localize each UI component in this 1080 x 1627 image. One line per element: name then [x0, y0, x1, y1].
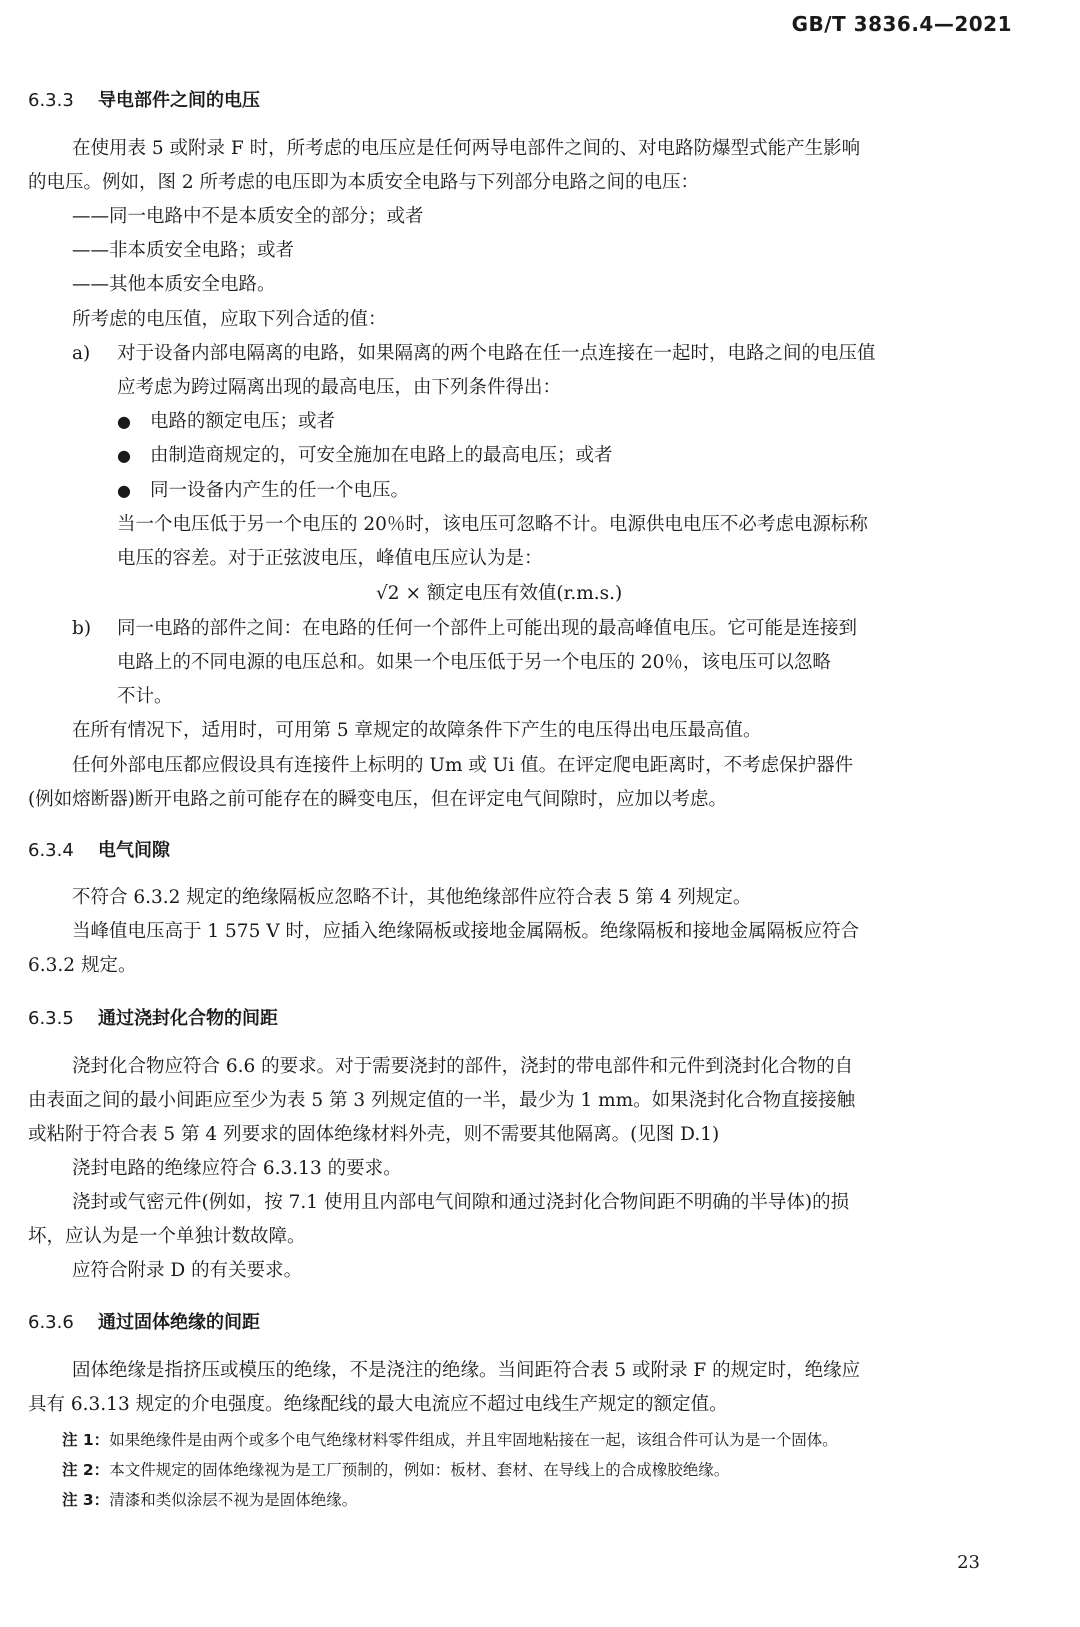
section-title: 导电部件之间的电压: [98, 90, 260, 111]
paragraph-line: 应符合附录 D 的有关要求。: [72, 1260, 303, 1281]
paragraph-line: 固体绝缘是指挤压或模压的绝缘，不是浇注的绝缘。当间距符合表 5 或附录 F 的规定时，绝缘应: [72, 1360, 861, 1381]
note-2: [62, 1456, 729, 1484]
paragraph-line: 所考虑的电压值，应取下列合适的值：: [72, 309, 387, 330]
paragraph-line: 不符合 6.3.2 规定的绝缘隔板应忽略不计，其他绝缘部件应符合表 5 第 4 列规定。: [72, 887, 752, 908]
section-number: 6.3.6: [28, 1312, 74, 1333]
paragraph-line: 由表面之间的最小间距应至少为表 5 第 3 列规定值的一半，最少为 1 mm。如果浇封化合物直接接触: [28, 1090, 856, 1111]
section-heading-6-3-6: [28, 1308, 260, 1334]
paragraph-line: (例如熔断器)断开电路之前可能存在的瞬变电压，但在评定电气间隙时，应加以考虑。: [28, 789, 727, 810]
note-label: 注 3：: [62, 1491, 110, 1509]
dash-item: ——非本质安全电路；或者: [72, 240, 295, 261]
dash-item: ——其他本质安全电路。: [72, 274, 276, 295]
section-heading-6-3-3: [28, 86, 260, 112]
paragraph-line: 坏，应认为是一个单独计数故障。: [28, 1226, 306, 1247]
note-3: [62, 1486, 357, 1514]
dash-item: ——同一电路中不是本质安全的部分；或者: [72, 206, 424, 227]
bullet-item: 由制造商规定的，可安全施加在电路上的最高电压；或者: [150, 445, 613, 466]
page-number: 23: [957, 1552, 980, 1573]
section-number: 6.3.3: [28, 90, 74, 111]
list-item-text: 不计。: [117, 686, 173, 707]
bullet-icon: ●: [117, 412, 131, 431]
section-title: 电气间隙: [98, 840, 170, 861]
list-item-text: 应考虑为跨过隔离出现的最高电压，由下列条件得出：: [117, 377, 562, 398]
section-title: 通过固体绝缘的间距: [98, 1312, 260, 1333]
bullet-icon: ●: [117, 446, 131, 465]
section-title: 通过浇封化合物的间距: [98, 1008, 278, 1029]
paragraph-line: 在所有情况下，适用时，可用第 5 章规定的故障条件下产生的电压得出电压最高值。: [72, 720, 762, 741]
bullet-item: 同一设备内产生的任一个电压。: [150, 480, 410, 501]
paragraph-line: 浇封化合物应符合 6.6 的要求。对于需要浇封的部件，浇封的带电部件和元件到浇封化合物的自: [72, 1056, 854, 1077]
section-heading-6-3-5: [28, 1004, 278, 1030]
paragraph-line: 浇封或气密元件(例如，按 7.1 使用且内部电气间隙和通过浇封化合物间距不明确的半导体)的损: [72, 1192, 850, 1213]
section-number: 6.3.4: [28, 840, 74, 861]
note-text: 如果绝缘件是由两个或多个电气绝缘材料零件组成，并且牢固地粘接在一起，该组合件可认为是一个固体。: [109, 1431, 838, 1449]
note-label: 注 2：: [62, 1461, 110, 1479]
paragraph-line: 或粘附于符合表 5 第 4 列要求的固体绝缘材料外壳，则不需要其他隔离。(见图 D.1): [28, 1124, 720, 1145]
section-number: 6.3.5: [28, 1008, 74, 1029]
bullet-item: 电路的额定电压；或者: [150, 411, 336, 432]
note-text: 清漆和类似涂层不视为是固体绝缘。: [109, 1491, 358, 1509]
paragraph-line: 在使用表 5 或附录 F 时，所考虑的电压应是任何两导电部件之间的、对电路防爆型式能产生影响: [72, 138, 861, 159]
list-label-a: a): [72, 343, 91, 364]
list-item-text: 电压的容差。对于正弦波电压，峰值电压应认为是：: [117, 548, 543, 569]
standard-number: GB/T 3836.4—2021: [791, 12, 1012, 36]
list-item-text: 对于设备内部电隔离的电路，如果隔离的两个电路在任一点连接在一起时，电路之间的电压值: [117, 343, 876, 364]
list-item-text: 同一电路的部件之间：在电路的任何一个部件上可能出现的最高峰值电压。它可能是连接到: [117, 618, 858, 639]
list-label-b: b): [72, 618, 92, 639]
note-label: 注 1：: [62, 1431, 110, 1449]
paragraph-line: 的电压。例如，图 2 所考虑的电压即为本质安全电路与下列部分电路之间的电压：: [28, 172, 700, 193]
note-1: [62, 1426, 838, 1454]
paragraph-line: 任何外部电压都应假设具有连接件上标明的 Um 或 Ui 值。在评定爬电距离时，不考虑保护器件: [72, 755, 854, 776]
note-text: 本文件规定的固体绝缘视为是工厂预制的，例如：板材、套材、在导线上的合成橡胶绝缘。: [109, 1461, 730, 1479]
paragraph-line: 当峰值电压高于 1 575 V 时，应插入绝缘隔板或接地金属隔板。绝缘隔板和接地金属隔板应符合: [72, 921, 859, 942]
formula: √2 × 额定电压有效值(r.m.s.): [376, 583, 623, 604]
list-item-text: 当一个电压低于另一个电压的 20％时，该电压可忽略不计。电源供电电压不必考虑电源标称: [117, 514, 868, 535]
paragraph-line: 浇封电路的绝缘应符合 6.3.13 的要求。: [72, 1158, 402, 1179]
section-heading-6-3-4: [28, 836, 170, 862]
paragraph-line: 具有 6.3.13 规定的介电强度。绝缘配线的最大电流应不超过电线生产规定的额定值。: [28, 1394, 728, 1415]
list-item-text: 电路上的不同电源的电压总和。如果一个电压低于另一个电压的 20％，该电压可以忽略: [117, 652, 831, 673]
bullet-icon: ●: [117, 481, 131, 500]
paragraph-line: 6.3.2 规定。: [28, 955, 137, 976]
